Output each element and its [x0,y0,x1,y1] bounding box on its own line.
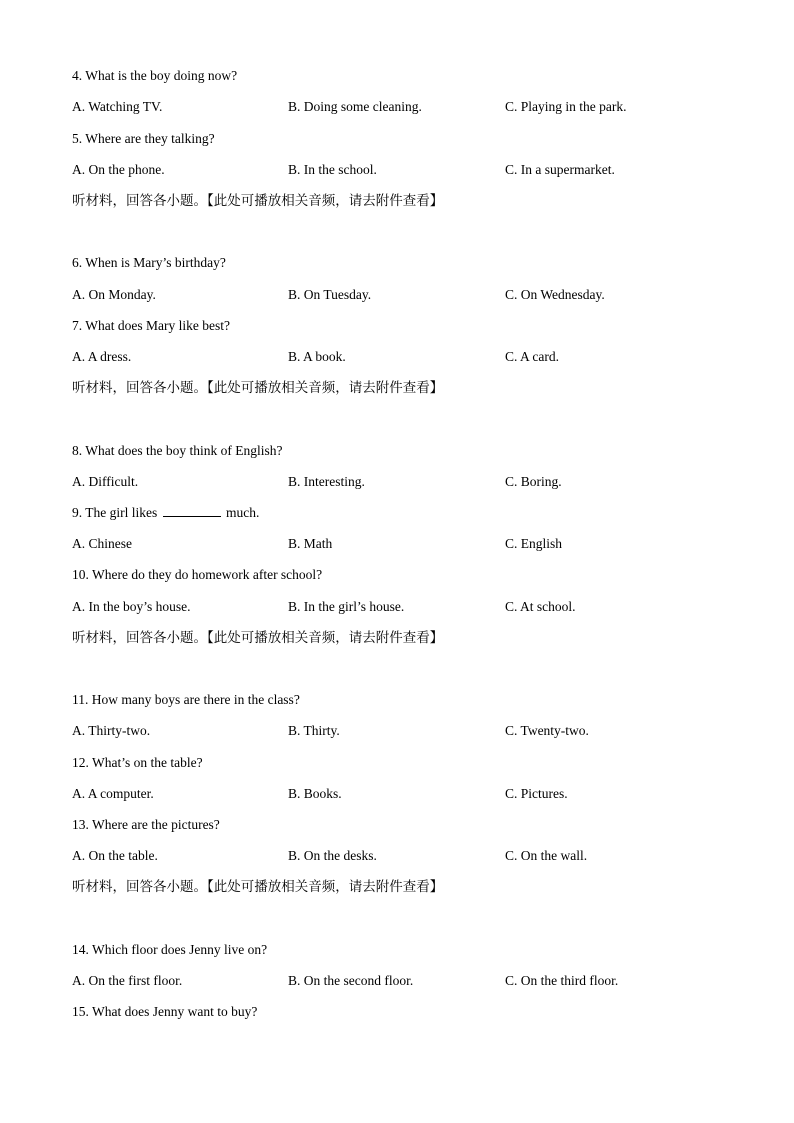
question-5-option-c: C. In a supermarket. [505,162,615,177]
question-11: 11. How many boys are there in the class? [72,692,300,707]
question-8-option-b: B. Interesting. [288,474,365,489]
question-6-option-b: B. On Tuesday. [288,287,372,302]
question-9 [72,503,259,523]
question-14-option-a: A. On the first floor. [72,973,183,988]
listening-instruction-4: 听材料，回答各小题。【此处可播放相关音频，请去附件查看】 [72,879,444,895]
question-6: 6. When is Mary’s birthday? [72,255,226,270]
question-4-option-a: A. Watching TV. [72,99,163,114]
question-10-option-c: C. At school. [505,599,576,614]
question-13-option-b: B. On the desks. [288,848,377,863]
question-8-option-c: C. Boring. [505,474,562,489]
question-9-text-after: much. [226,505,260,520]
question-9-option-c: C. English [505,536,563,551]
question-6-option-a: A. On Monday. [72,287,156,302]
question-9-text-before: 9. The girl likes [72,505,158,520]
question-8: 8. What does the boy think of English? [72,443,283,458]
question-5-option-a: A. On the phone. [72,162,165,177]
question-14-option-b: B. On the second floor. [288,973,414,988]
question-12-option-b: B. Books. [288,786,342,801]
question-7-option-c: C. A card. [505,349,559,364]
question-11-option-b: B. Thirty. [288,723,340,738]
question-12-option-a: A. A computer. [72,786,154,801]
question-4-option-c: C. Playing in the park. [505,99,627,114]
question-5-option-b: B. In the school. [288,162,377,177]
question-10-option-a: A. In the boy’s house. [72,599,191,614]
question-10: 10. Where do they do homework after school? [72,567,323,582]
question-9-option-a: A. Chinese [72,536,132,551]
question-11-option-c: C. Twenty-two. [505,723,589,738]
question-4-option-b: B. Doing some cleaning. [288,99,422,114]
question-7-option-a: A. A dress. [72,349,132,364]
question-13-option-a: A. On the table. [72,848,158,863]
question-8-option-a: A. Difficult. [72,474,139,489]
question-14: 14. Which floor does Jenny live on? [72,942,268,957]
question-14-option-c: C. On the third floor. [505,973,619,988]
question-4: 4. What is the boy doing now? [72,68,238,83]
question-12: 12. What’s on the table? [72,755,203,770]
question-13-option-c: C. On the wall. [505,848,588,863]
question-13: 13. Where are the pictures? [72,817,220,832]
question-6-option-c: C. On Wednesday. [505,287,605,302]
question-9-option-b: B. Math [288,536,333,551]
listening-instruction-1: 听材料，回答各小题。【此处可播放相关音频，请去附件查看】 [72,193,444,209]
question-11-option-a: A. Thirty-two. [72,723,151,738]
question-15: 15. What does Jenny want to buy? [72,1004,258,1019]
listening-instruction-3: 听材料，回答各小题。【此处可播放相关音频，请去附件查看】 [72,630,444,646]
question-7: 7. What does Mary like best? [72,318,230,333]
answer-blank [163,503,221,517]
question-10-option-b: B. In the girl’s house. [288,599,405,614]
listening-instruction-2: 听材料，回答各小题。【此处可播放相关音频，请去附件查看】 [72,380,444,396]
question-5: 5. Where are they talking? [72,131,215,146]
question-12-option-c: C. Pictures. [505,786,568,801]
question-7-option-b: B. A book. [288,349,346,364]
